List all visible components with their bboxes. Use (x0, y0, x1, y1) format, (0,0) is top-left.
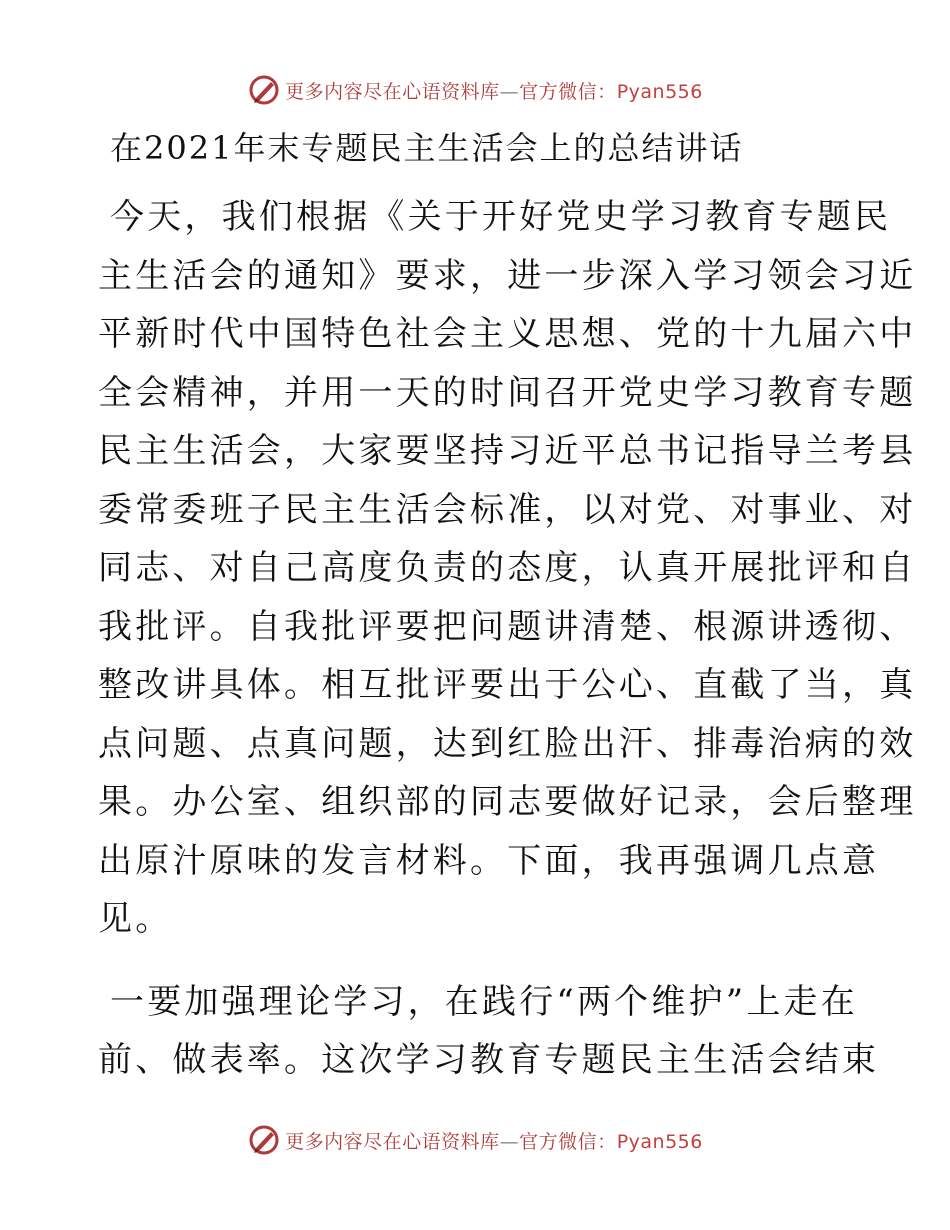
paragraph-line: 委常委班子民主生活会标准，以对党、对事业、对 (98, 489, 917, 530)
paragraph-1 (98, 188, 917, 949)
banner-wechat-label: 官方微信： (519, 80, 617, 103)
paragraph-line: 我批评。自我批评要把问题讲清楚、根源讲透彻、 (98, 606, 917, 647)
paragraph-line: 同志、对自己高度负责的态度，认真开展批评和自 (98, 548, 917, 588)
paragraph-line: 整改讲具体。相互批评要出于公心、直截了当，真 (98, 665, 917, 705)
banner-wechat-label: 官方微信： (519, 1130, 617, 1153)
footer-banner (0, 1120, 950, 1160)
paragraph-line: 果。办公室、组织部的同志要做好记录，会后整理 (98, 782, 917, 822)
paragraph-spacer (98, 949, 858, 973)
paragraph-line: 点问题、点真问题，达到红脸出汗、排毒治病的效 (98, 723, 917, 764)
paragraph-line: 见。 (98, 899, 173, 939)
paragraph-line: 民主生活会，大家要坚持习近平总书记指导兰考县 (98, 431, 917, 471)
header-banner (0, 70, 950, 110)
paragraph-line: 前、做表率。这次学习教育专题民主生活会结束 (98, 1040, 880, 1080)
banner-dash: — (499, 1130, 520, 1153)
banner-text (285, 77, 703, 104)
paragraph-line: 平新时代中国特色社会主义思想、党的十九届六中 (98, 314, 917, 354)
paragraph-line: 一要加强理论学习，在践行“两个维护”上走在 (110, 981, 858, 1022)
banner-site-text: 更多内容尽在心语资料库 (285, 80, 500, 103)
banner-site-text: 更多内容尽在心语资料库 (285, 1130, 500, 1153)
paragraph-line: 主生活会的通知》要求，进一步深入学习领会习近 (98, 255, 917, 296)
paragraph-2 (98, 973, 880, 1090)
pen-logo-icon (247, 73, 281, 107)
paragraph-line: 出原汁原味的发言材料。下面，我再强调几点意 (98, 840, 880, 881)
paragraph-line: 全会精神，并用一天的时间召开党史学习教育专题 (98, 372, 917, 413)
pen-logo-icon (247, 1123, 281, 1157)
paragraph-line: 今天，我们根据《关于开好党史学习教育专题民 (110, 197, 892, 237)
banner-wechat-id: Pyan556 (616, 80, 703, 103)
banner-text (285, 1127, 703, 1154)
banner-dash: — (499, 80, 520, 103)
document-body (98, 188, 917, 1090)
document-title: 在2021年末专题民主生活会上的总结讲话 (110, 129, 744, 167)
banner-wechat-id: Pyan556 (616, 1130, 703, 1153)
